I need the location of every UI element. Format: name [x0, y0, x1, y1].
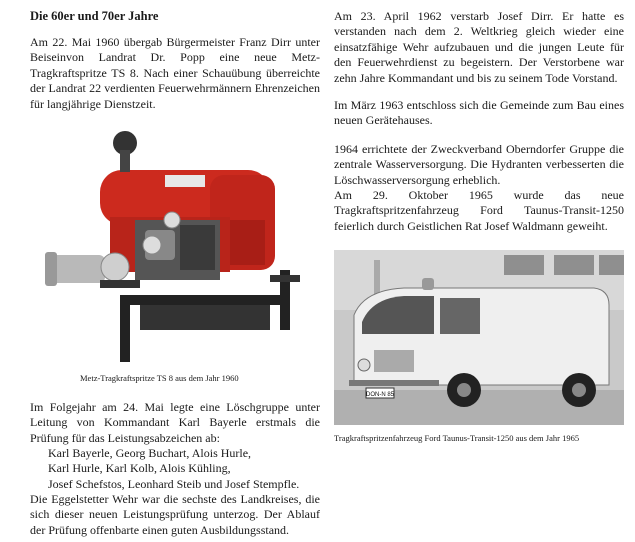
- left-paragraph-1: Am 22. Mai 1960 übergab Bürgermeister Franz Dirr unter Beiseinvon Landrat Dr. Popp eine neue Metz-Tragkraftspritze TS 8. Nach einer Schauübung überreichte der Landrat 22 verdienten Feuerwehrmännern Ehrenzeichen für langjährige Dienstzeit.: [30, 35, 320, 111]
- right-paragraph-4: Am 29. Oktober 1965 wurde das neue Tragkraftspritzenfahrzeug Ford Taunus-Transit-1250 feierlich durch Geistlichen Rat Josef Waldmann geweiht.: [334, 188, 624, 233]
- participant-line: Josef Schefstos, Leonhard Steib und Josef Stempfle.: [48, 476, 300, 491]
- participant-line: Karl Hurle, Karl Kolb, Alois Kühling,: [48, 461, 231, 476]
- right-paragraph-3: 1964 errichtete der Zweckverband Oberndorfer Gruppe die zentrale Wasserversorgung. Die Hydranten verbesserten die Löschwasserversorgung erheblich.: [334, 142, 624, 187]
- pump-photo-caption: Metz-Tragkraftspritze TS 8 aus dem Jahr 1960: [80, 373, 239, 383]
- left-paragraph-3: Die Eggelstetter Wehr war die sechste des Landkreises, die sich dieser neuen Leistungsprüfung unterzog. Der Ablauf der Prüfung offenbarte einen guten Ausbildungsstand.: [30, 492, 320, 537]
- right-paragraph-2: Im März 1963 entschloss sich die Gemeinde zum Bau eines neuen Gerätehauses.: [334, 98, 624, 128]
- license-plate-text: DON-N 85: [365, 392, 395, 398]
- right-paragraph-1: Am 23. April 1962 verstarb Josef Dirr. Er hatte es verstanden nach dem 2. Weltkrieg gleich wieder eine einsatzfähige Wehr aufzubauen und die jungen Leute für den Feuerwehrdienst zu begeistern. Der Verstorbene war zehn Jahre Kommandant und bis zu seinem Tode Vorstand.: [334, 9, 624, 85]
- vehicle-photo-caption: Tragkraftspritzenfahrzeug Ford Taunus-Transit-1250 aus dem Jahr 1965: [334, 433, 580, 443]
- left-paragraph-2: Im Folgejahr am 24. Mai legte eine Löschgruppe unter Leitung von Kommandant Karl Bayerle erstmals die Prüfung für das Leistungsabzeichen ab:: [30, 400, 320, 445]
- section-heading: Die 60er und 70er Jahre: [30, 9, 159, 23]
- participant-line: Karl Bayerle, Georg Buchart, Alois Hurle,: [48, 446, 252, 460]
- vehicle-photo: [334, 250, 624, 425]
- pump-photo: [40, 125, 310, 365]
- participant-list: [30, 446, 328, 492]
